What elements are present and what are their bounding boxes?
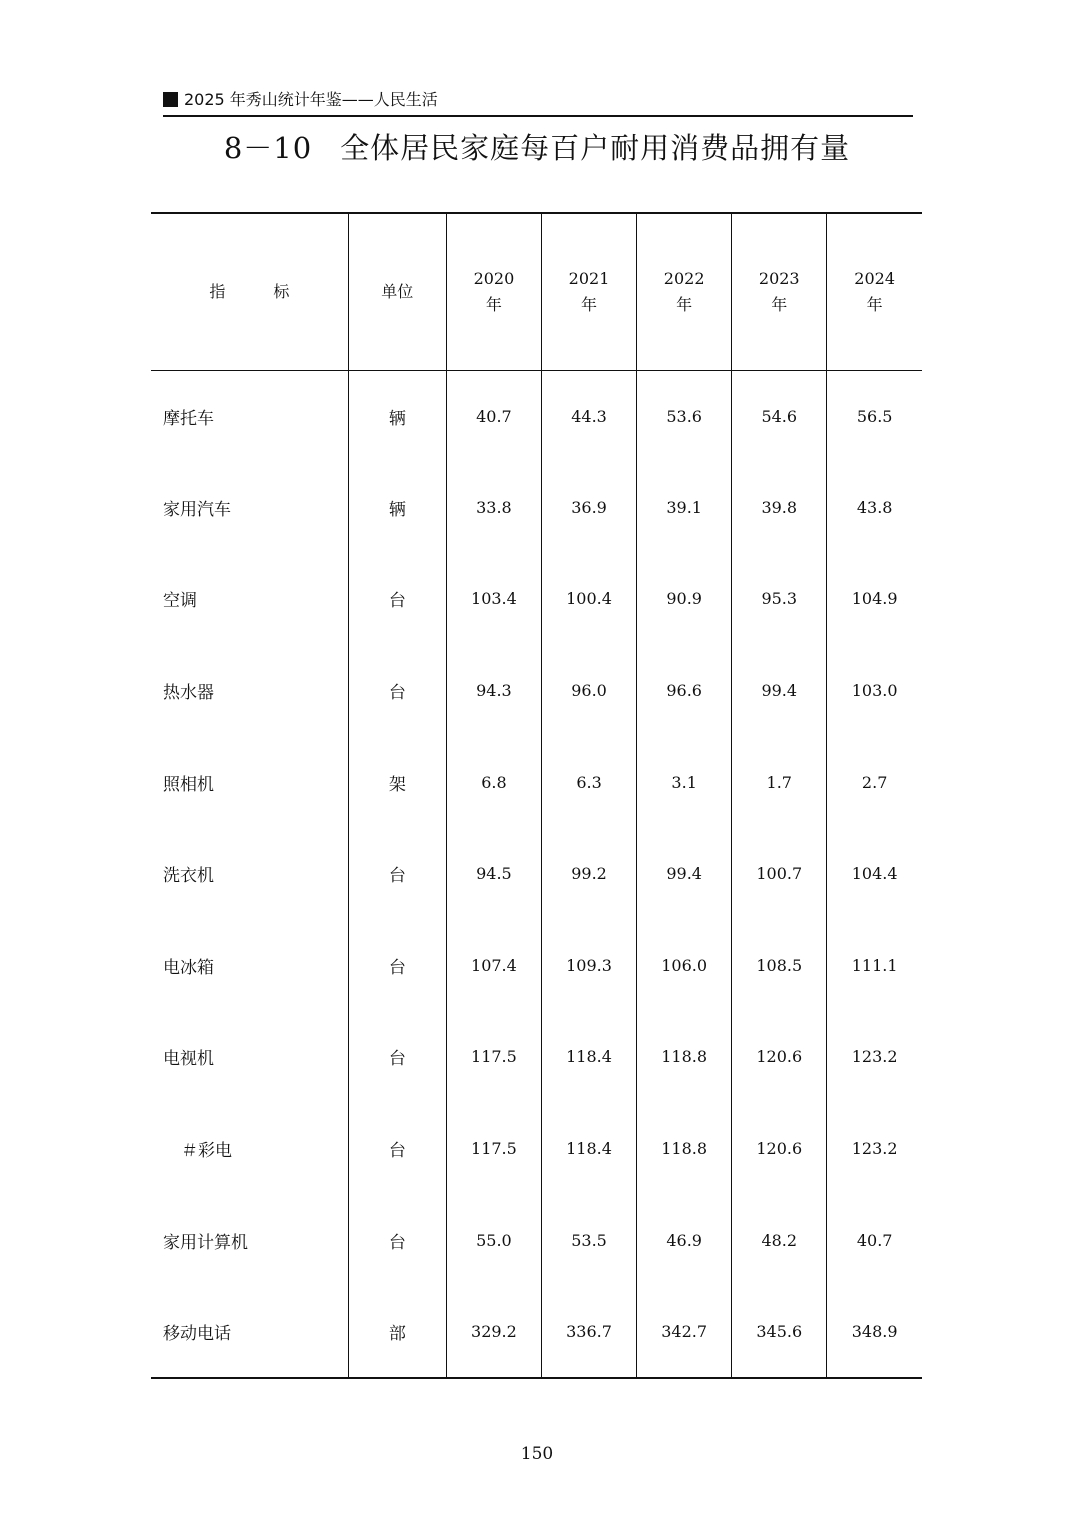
row-value: 117.5 xyxy=(446,1103,541,1195)
row-unit: 台 xyxy=(348,1103,446,1195)
row-value: 96.0 xyxy=(541,645,636,737)
year-header xyxy=(637,213,732,370)
table-row xyxy=(151,736,922,828)
table-row xyxy=(151,920,922,1012)
row-value: 104.9 xyxy=(827,553,922,645)
unit-header: 单位 xyxy=(348,213,446,370)
indicator-header xyxy=(151,213,348,370)
year-header-suffix: 年 xyxy=(581,294,598,314)
row-value: 118.8 xyxy=(637,1011,732,1103)
row-unit: 台 xyxy=(348,1011,446,1103)
year-header-suffix: 年 xyxy=(866,294,883,314)
year-header-suffix: 年 xyxy=(676,294,693,314)
running-header-title: 2025 年秀山统计年鉴——人民生活 xyxy=(184,90,438,109)
row-value: 100.7 xyxy=(732,828,827,920)
row-indicator: 电视机 xyxy=(163,1049,214,1070)
year-header-number: 2020 xyxy=(473,268,515,288)
year-header xyxy=(446,213,541,370)
row-value: 342.7 xyxy=(637,1286,732,1378)
row-unit: 台 xyxy=(348,920,446,1012)
year-header-number: 2022 xyxy=(663,268,705,288)
row-unit: 辆 xyxy=(348,462,446,554)
row-value: 123.2 xyxy=(827,1011,922,1103)
year-header-number: 2021 xyxy=(568,268,610,288)
year-header-number: 2024 xyxy=(854,268,896,288)
row-value: 2.7 xyxy=(827,736,922,828)
table-title-text: 全体居民家庭每百户耐用消费品拥有量 xyxy=(340,131,851,165)
row-indicator: 家用计算机 xyxy=(163,1232,248,1253)
row-value: 96.6 xyxy=(637,645,732,737)
row-value: 36.9 xyxy=(541,462,636,554)
table-title xyxy=(0,128,1074,168)
row-indicator: 摩托车 xyxy=(163,408,214,429)
row-value: 56.5 xyxy=(827,370,922,462)
row-value: 108.5 xyxy=(732,920,827,1012)
table-row xyxy=(151,1194,922,1286)
header-row xyxy=(151,213,922,370)
row-value: 6.8 xyxy=(446,736,541,828)
row-value: 109.3 xyxy=(541,920,636,1012)
row-value: 99.4 xyxy=(637,828,732,920)
row-value: 118.8 xyxy=(637,1103,732,1195)
row-value: 120.6 xyxy=(732,1011,827,1103)
year-header-number: 2023 xyxy=(758,268,800,288)
row-value: 40.7 xyxy=(446,370,541,462)
year-header xyxy=(541,213,636,370)
row-value: 120.6 xyxy=(732,1103,827,1195)
row-value: 94.5 xyxy=(446,828,541,920)
row-value: 95.3 xyxy=(732,553,827,645)
row-value: 33.8 xyxy=(446,462,541,554)
row-value: 106.0 xyxy=(637,920,732,1012)
row-value: 329.2 xyxy=(446,1286,541,1378)
table-number: 8－10 xyxy=(223,131,313,165)
row-indicator: 照相机 xyxy=(163,774,214,795)
row-indicator: 电冰箱 xyxy=(163,957,214,978)
header-square-icon xyxy=(163,92,178,107)
table-row xyxy=(151,553,922,645)
row-value: 100.4 xyxy=(541,553,636,645)
row-value: 6.3 xyxy=(541,736,636,828)
row-value: 53.6 xyxy=(637,370,732,462)
running-header xyxy=(163,89,913,117)
row-value: 104.4 xyxy=(827,828,922,920)
table-row xyxy=(151,1286,922,1378)
page-number: 150 xyxy=(520,1444,554,1464)
row-value: 48.2 xyxy=(732,1194,827,1286)
row-indicator: ＃彩电 xyxy=(181,1141,232,1162)
row-indicator: 洗衣机 xyxy=(163,866,214,887)
row-value: 3.1 xyxy=(637,736,732,828)
row-value: 43.8 xyxy=(827,462,922,554)
row-value: 44.3 xyxy=(541,370,636,462)
indicator-header-part-2: 标 xyxy=(273,281,290,301)
row-value: 103.0 xyxy=(827,645,922,737)
year-header xyxy=(732,213,827,370)
row-unit: 台 xyxy=(348,553,446,645)
table-row xyxy=(151,462,922,554)
row-value: 99.2 xyxy=(541,828,636,920)
row-value: 107.4 xyxy=(446,920,541,1012)
row-indicator: 热水器 xyxy=(163,683,214,704)
row-value: 118.4 xyxy=(541,1103,636,1195)
row-value: 99.4 xyxy=(732,645,827,737)
row-value: 53.5 xyxy=(541,1194,636,1286)
row-unit: 台 xyxy=(348,645,446,737)
data-table xyxy=(151,212,922,1379)
indicator-header-part-1: 指 xyxy=(209,281,226,301)
row-value: 39.1 xyxy=(637,462,732,554)
row-unit: 辆 xyxy=(348,370,446,462)
row-value: 40.7 xyxy=(827,1194,922,1286)
row-value: 39.8 xyxy=(732,462,827,554)
row-value: 117.5 xyxy=(446,1011,541,1103)
row-indicator: 移动电话 xyxy=(151,1286,348,1378)
row-value: 1.7 xyxy=(732,736,827,828)
row-value: 111.1 xyxy=(827,920,922,1012)
table-row xyxy=(151,828,922,920)
row-value: 55.0 xyxy=(446,1194,541,1286)
row-value: 336.7 xyxy=(541,1286,636,1378)
row-indicator: 空调 xyxy=(163,591,197,612)
row-unit: 架 xyxy=(348,736,446,828)
table-row xyxy=(151,645,922,737)
row-value: 54.6 xyxy=(732,370,827,462)
row-value: 94.3 xyxy=(446,645,541,737)
table-row xyxy=(151,370,922,462)
year-header-suffix: 年 xyxy=(771,294,788,314)
row-value: 90.9 xyxy=(637,553,732,645)
row-value: 123.2 xyxy=(827,1103,922,1195)
row-value: 46.9 xyxy=(637,1194,732,1286)
table-row xyxy=(151,1011,922,1103)
row-value: 118.4 xyxy=(541,1011,636,1103)
year-header xyxy=(827,213,922,370)
row-unit: 台 xyxy=(348,828,446,920)
row-value: 103.4 xyxy=(446,553,541,645)
row-indicator: 家用汽车 xyxy=(163,499,231,520)
row-unit: 台 xyxy=(348,1194,446,1286)
row-value: 345.6 xyxy=(732,1286,827,1378)
table-row xyxy=(151,1103,922,1195)
row-value: 348.9 xyxy=(827,1286,922,1378)
row-unit: 部 xyxy=(348,1286,446,1378)
year-header-suffix: 年 xyxy=(485,294,502,314)
